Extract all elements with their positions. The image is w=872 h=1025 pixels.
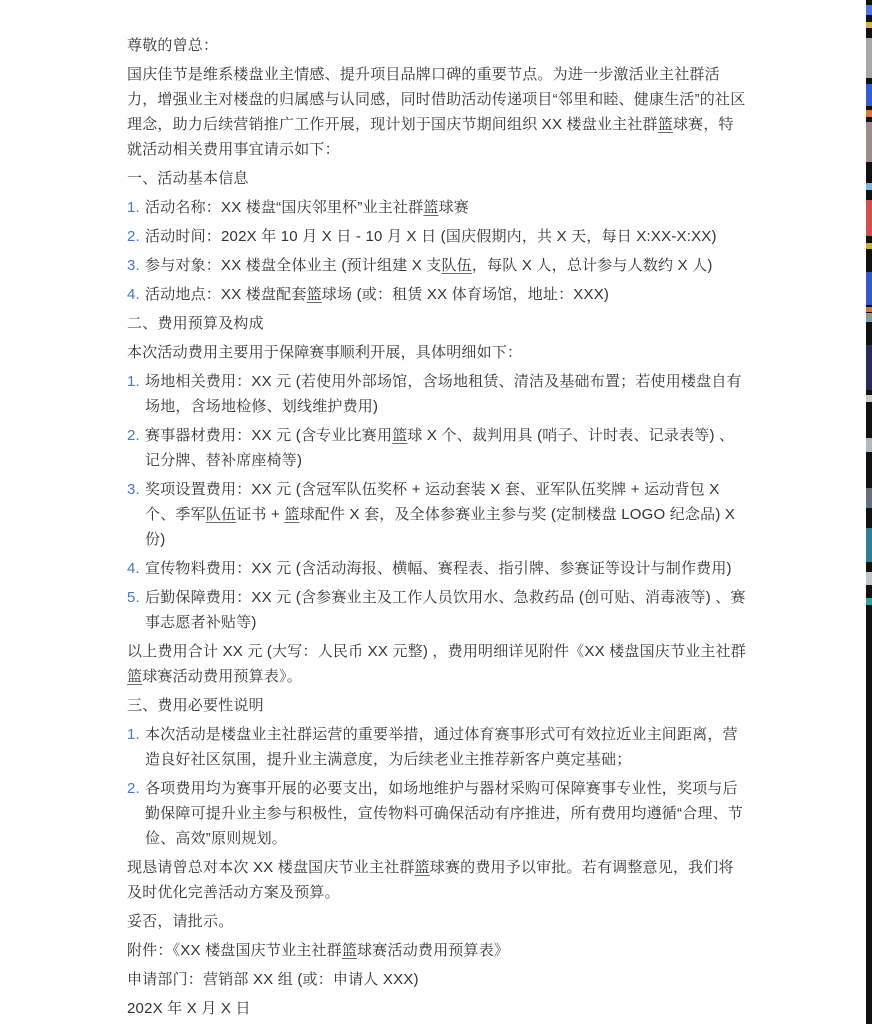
- edge-color-sliver: [866, 313, 872, 322]
- text-segment: 国庆佳节是维系楼盘业主情感、提升项目品牌口碑的重要节点。为进一步激活业主社群活力，增强业主对楼盘的归属感与认同感，同时借助活动传递项目“邻里和睦、健康生活”的社区理念，助力后续营销推广工作开展，现计划于国庆节期间组织 XX 楼盘业主社群: [127, 66, 746, 133]
- text-segment: 球配件 X 套，及全体参赛业主参与奖 (定制楼盘 LOGO 纪念品) X 份): [145, 506, 736, 548]
- text-segment: 后勤保障费用：XX 元 (含参赛业主及工作人员饮用水、急救药品 (创可贴、消毒液等) 、赛事志愿者补贴等): [145, 589, 746, 631]
- spellcheck-underline-text: 篮: [414, 859, 430, 876]
- text-segment: 球赛的费用予以审批。若有调整意见，我们将及时优化完善活动方案及预算。: [127, 859, 734, 901]
- text-segment: 附件：《XX 楼盘国庆节业主社群: [127, 942, 342, 959]
- edge-color-sliver: [866, 38, 872, 78]
- text-segment: 活动名称：XX 楼盘“国庆邻里杯”业主社群: [145, 199, 424, 216]
- list-item: [127, 556, 748, 581]
- text-segment: 三、费用必要性说明: [127, 697, 264, 714]
- list-item-text: [145, 369, 748, 419]
- list-item: [127, 423, 748, 473]
- spellcheck-underline-text: 队伍: [205, 506, 237, 523]
- spellcheck-underline-text: 篮: [306, 286, 322, 303]
- text-segment: ，每队 X 人，总计参与人数约 X 人): [471, 257, 713, 274]
- text-segment: 一、活动基本信息: [127, 170, 249, 187]
- text-segment: 尊敬的曾总：: [127, 37, 219, 54]
- text-segment: 赛事器材费用：XX 元 (含专业比赛用: [145, 427, 393, 444]
- list-item-text: [145, 253, 748, 278]
- list-item-text: [145, 224, 748, 249]
- edge-color-sliver: [866, 395, 872, 402]
- ordered-list: [127, 369, 748, 635]
- text-segment: 球赛，特就活动相关费用事宜请示如下：: [127, 116, 734, 158]
- text-segment: 现恳请曾总对本次 XX 楼盘国庆节业主社群: [127, 859, 415, 876]
- list-item: [127, 585, 748, 635]
- spellcheck-underline-text: 篮: [423, 199, 439, 216]
- edge-color-sliver: [866, 122, 872, 162]
- section-heading: [127, 311, 748, 336]
- paragraph: [127, 639, 748, 689]
- edge-color-sliver: [866, 307, 872, 312]
- text-segment: 妥否，请批示。: [127, 913, 234, 930]
- ordered-list: [127, 722, 748, 851]
- paragraph: [127, 967, 748, 992]
- spellcheck-underline-text: 队伍: [441, 257, 472, 274]
- list-item: [127, 282, 748, 307]
- list-marker: 4.: [127, 286, 140, 303]
- document-page: [127, 33, 748, 1025]
- list-item: [127, 253, 748, 278]
- list-marker: 5.: [127, 589, 140, 606]
- adjacent-window-edge: [866, 0, 872, 1024]
- text-segment: 二、费用预算及构成: [127, 315, 264, 332]
- text-segment: 球赛活动费用预算表》: [357, 942, 510, 959]
- edge-color-sliver: [866, 345, 872, 390]
- spellcheck-underline-text: 篮: [127, 668, 143, 685]
- edge-color-sliver: [866, 488, 872, 508]
- text-segment: 参与对象：XX 楼盘全体业主 (预计组建 X 支: [145, 257, 442, 274]
- list-marker: 1.: [127, 726, 140, 743]
- paragraph: [127, 909, 748, 934]
- text-segment: 本次活动费用主要用于保障赛事顺利开展，具体明细如下：: [127, 344, 523, 361]
- edge-color-sliver: [866, 110, 872, 117]
- list-marker: 1.: [127, 373, 140, 390]
- list-item-text: [145, 556, 748, 581]
- list-item-text: [145, 282, 748, 307]
- text-segment: 活动地点：XX 楼盘配套: [145, 286, 307, 303]
- text-segment: 场地相关费用：XX 元 (若使用外部场馆，含场地租赁、清洁及基础布置；若使用楼盘自有场地，含场地检修、划线维护费用): [145, 373, 742, 415]
- text-segment: 宣传物料费用：XX 元 (含活动海报、横幅、赛程表、指引牌、参赛证等设计与制作费用): [145, 560, 732, 577]
- paragraph: [127, 33, 748, 58]
- list-item: [127, 369, 748, 419]
- edge-color-sliver: [866, 183, 872, 190]
- list-item-text: [145, 195, 748, 220]
- edge-color-sliver: [866, 5, 872, 15]
- list-marker: 2.: [127, 780, 140, 797]
- document-body: [127, 33, 748, 1021]
- list-item-text: [145, 722, 748, 772]
- text-segment: 申请部门：营销部 XX 组 (或：申请人 XXX): [127, 971, 419, 988]
- list-marker: 2.: [127, 427, 140, 444]
- list-item-text: [145, 776, 748, 851]
- list-item: [127, 195, 748, 220]
- paragraph: [127, 340, 748, 365]
- text-segment: 球赛活动费用预算表》。: [142, 668, 302, 685]
- text-segment: 球场 (或：租赁 XX 体育场馆，地址：XXX): [321, 286, 610, 303]
- ordered-list: [127, 195, 748, 307]
- list-item: [127, 477, 748, 552]
- edge-color-sliver: [866, 528, 872, 562]
- text-segment: 本次活动是楼盘业主社群运营的重要举措，通过体育赛事形式可有效拉近业主间距离，营造良好社区氛围，提升业主满意度，为后续老业主推荐新客户奠定基础；: [145, 726, 738, 768]
- edge-color-sliver: [866, 200, 872, 236]
- list-item: [127, 776, 748, 851]
- paragraph: [127, 855, 748, 905]
- edge-color-sliver: [866, 272, 872, 305]
- edge-color-sliver: [866, 84, 872, 106]
- list-marker: 2.: [127, 228, 140, 245]
- text-segment: 以上费用合计 XX 元 (大写：人民币 XX 元整) ，费用明细详见附件《XX 楼盘国庆节业主社群: [127, 643, 746, 660]
- list-item: [127, 224, 748, 249]
- list-item: [127, 722, 748, 772]
- list-item-text: [145, 423, 748, 473]
- list-item-text: [145, 477, 748, 552]
- text-segment: 奖项设置费用：XX 元 (含冠军队伍奖杯 + 运动套装 X 套、亚军队伍奖牌 + 运动背包 X 个、季军: [145, 481, 720, 523]
- spellcheck-underline-text: 篮: [284, 506, 300, 523]
- spellcheck-underline-text: 篮: [392, 427, 408, 444]
- edge-color-sliver: [866, 243, 872, 249]
- list-marker: 3.: [127, 257, 140, 274]
- list-marker: 3.: [127, 481, 140, 498]
- edge-color-sliver: [866, 22, 872, 28]
- list-item-text: [145, 585, 748, 635]
- edge-color-sliver: [866, 572, 872, 585]
- section-heading: [127, 693, 748, 718]
- text-segment: 活动时间：202X 年 10 月 X 日 - 10 月 X 日 (国庆假期内，共 X 天，每日 X:XX-X:XX): [145, 228, 717, 245]
- paragraph: [127, 996, 748, 1021]
- paragraph: [127, 938, 748, 963]
- edge-color-sliver: [866, 598, 872, 605]
- edge-color-sliver: [866, 438, 872, 452]
- text-segment: 202X 年 X 月 X 日: [127, 1000, 251, 1017]
- list-marker: 4.: [127, 560, 140, 577]
- text-segment: 证书 +: [236, 506, 285, 523]
- paragraph: [127, 62, 748, 162]
- text-segment: 球赛: [438, 199, 469, 216]
- list-marker: 1.: [127, 199, 140, 216]
- section-heading: [127, 166, 748, 191]
- spellcheck-underline-text: 篮: [657, 116, 673, 133]
- spellcheck-underline-text: 篮: [341, 942, 358, 959]
- text-segment: 各项费用均为赛事开展的必要支出，如场地维护与器材采购可保障赛事专业性，奖项与后勤保障可提升业主参与积极性，宣传物料可确保活动有序推进，所有费用均遵循“合理、节俭、高效”原则规划。: [145, 780, 743, 847]
- text-segment: 球 X 个、裁判用具 (哨子、计时表、记录表等) 、记分牌、替补席座椅等): [145, 427, 735, 469]
